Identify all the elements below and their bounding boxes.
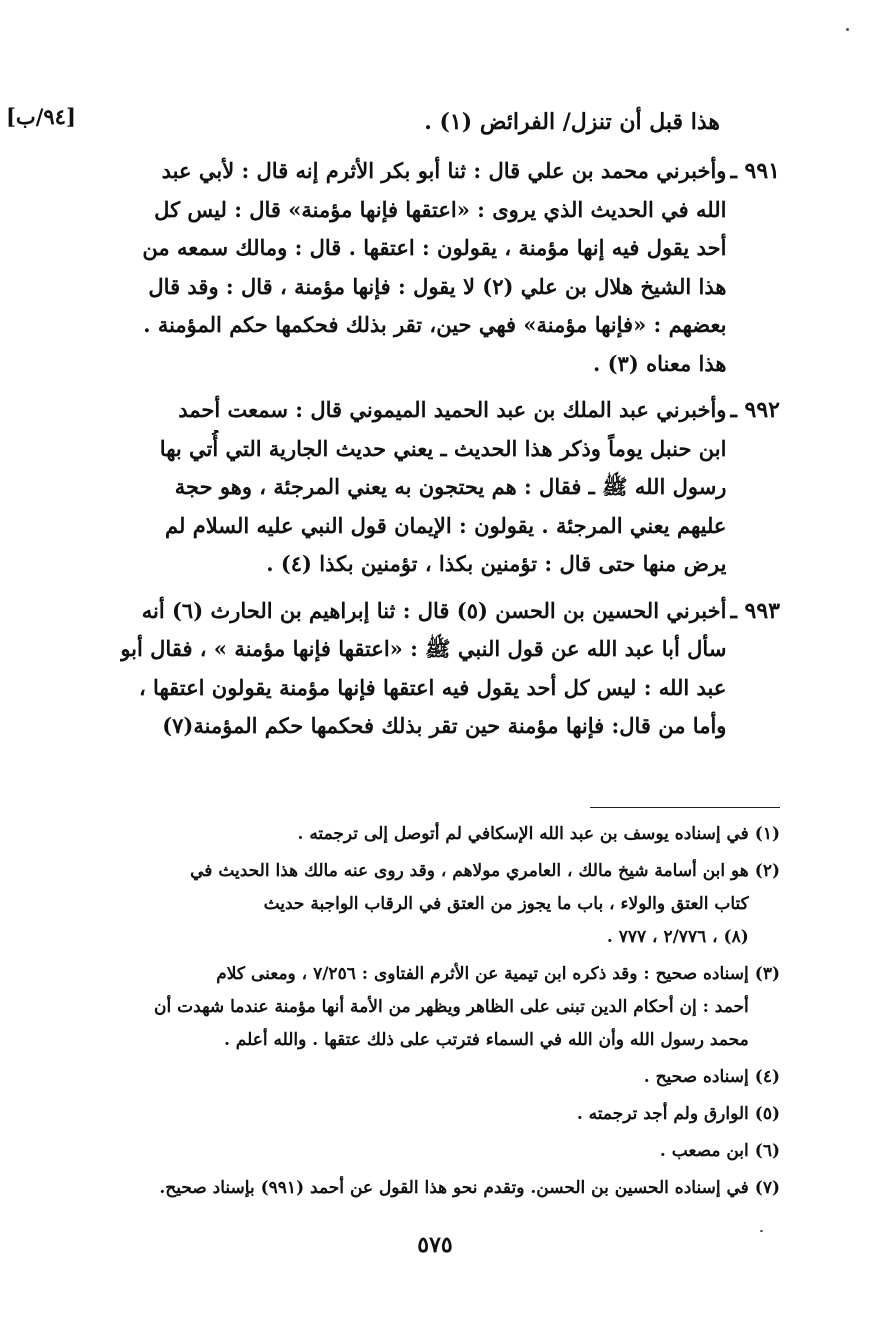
footnote-line: إسناده صحيح : وقد ذكره ابن تيمية عن الأثرم الفتاوى : ٧/٢٥٦ ، ومعنى كلام: [216, 964, 749, 984]
footnote-1: [90, 818, 780, 851]
footnote-line: (٨) ، ٢/٧٧٦ ، ٧٧٧ .: [606, 927, 749, 947]
text-line: الله في الحديث الذي يروى : «اعتقها فإنها مؤمنة» قال : ليس كل: [154, 196, 727, 222]
footnote-line: محمد رسول الله وأن الله في السماء فترتب على ذلك عتقها . والله أعلم .: [223, 1030, 749, 1050]
footnote-7: [90, 1172, 780, 1205]
text-line: وأخبرني محمد بن علي قال : ثنا أبو بكر الأثرم إنه قال : لأبي عبد: [161, 158, 727, 183]
footnote-2: [90, 855, 780, 954]
narration-text: [120, 152, 726, 383]
footnote-marker: (١): [754, 824, 780, 844]
footnote-text: [90, 958, 749, 1057]
footnote-marker: (٣): [754, 964, 780, 984]
footnote-marker: (٧): [754, 1178, 780, 1198]
footnote-divider: [590, 807, 780, 808]
manuscript-folio-marker: [٩٤/ب]: [6, 104, 76, 129]
text-line: أحد يقول فيه إنها مؤمنة ، يقولون : اعتقها . قال : ومالك سمعه من: [142, 235, 727, 260]
footnote-text: [90, 1172, 749, 1205]
footnote-line: الوارق ولم أجد ترجمته .: [576, 1104, 749, 1124]
text-line: هذا معناه (٣) .: [592, 350, 727, 376]
footnote-text: [90, 1061, 749, 1094]
footnote-line: ابن مصعب .: [659, 1141, 749, 1161]
text-line: أخبرني الحسين بن الحسن (٥) قال : ثنا إبراهيم بن الحارث (٦) أنه: [141, 597, 727, 623]
footnote-text: [90, 1135, 749, 1168]
footnote-marker: (٤): [754, 1067, 780, 1087]
footnote-5: [90, 1098, 780, 1131]
footnote-line: في إسناده يوسف بن عبد الله الإسكافي لم أتوصل إلى ترجمته .: [297, 824, 749, 844]
footnote-marker: (٢): [754, 861, 780, 881]
footnote-4: [90, 1061, 780, 1094]
footnote-6: [90, 1135, 780, 1168]
footnote-line: إسناده صحيح .: [643, 1067, 749, 1087]
footnote-text: [90, 855, 749, 954]
narration-992: [120, 391, 780, 584]
text-line: عبد الله : ليس كل أحد يقول فيه اعتقها فإنها مؤمنة يقولون اعتقها ،: [138, 674, 727, 700]
footnote-marker: (٥): [754, 1104, 780, 1124]
footnote-line: هو ابن أسامة شيخ مالك ، العامري مولاهم ، وقد روى عنه مالك هذا الحديث في: [190, 861, 749, 881]
page-number: ٥٧٥: [417, 1232, 453, 1258]
scan-speck: [760, 1230, 763, 1232]
continuation-line: هذا قبل أن تنزل/ الفرائض (١) .: [424, 109, 720, 135]
footnote-line: في إسناده الحسين بن الحسن. وتقدم نحو هذا القول عن أحمد (٩٩١) بإسناد صحيح.: [159, 1178, 749, 1198]
text-line: عليهم يعني المرجئة . يقولون : الإيمان قول النبي عليه السلام لم: [165, 512, 727, 538]
text-line: وأخبرني عبد الملك بن عبد الحميد الميموني قال : سمعت أحمد: [178, 397, 727, 422]
text-line: وأما من قال: فإنها مؤمنة حين تقر بذلك فحكمها حكم المؤمنة(٧): [162, 713, 727, 738]
text-line: سأل أبا عبد الله عن قول النبي ﷺ : «اعتقها فإنها مؤمنة » ، فقال أبو: [120, 636, 727, 661]
footnotes-section: [90, 818, 780, 1209]
narration-text: [120, 391, 726, 584]
footnote-line: أحمد : إن أحكام الدين تبنى على الظاهر ويظهر من الأمة أنها مؤمنة عندما شهدت أن: [154, 997, 749, 1017]
narration-991: [120, 152, 780, 383]
scan-speck: [846, 28, 849, 31]
text-line: يرض منها حتى قال : تؤمنين بكذا ، تؤمنين بكذا (٤) .: [266, 551, 727, 576]
footnote-3: [90, 958, 780, 1057]
narration-993: [120, 592, 780, 746]
text-line: بعضهم : «فإنها مؤمنة» فهي حين، تقر بذلك فحكمها حكم المؤمنة .: [143, 312, 727, 337]
narration-number: ٩٩٢ ـ: [730, 397, 780, 423]
text-line: رسول الله ﷺ ـ فقال : هم يحتجون به يعني المرجئة ، وهو حجة: [174, 474, 727, 499]
narration-text: [120, 592, 726, 746]
narration-number: ٩٩١ ـ: [730, 158, 780, 184]
footnote-line: كتاب العتق والولاء ، باب ما يجوز من العتق في الرقاب الواجبة حديث: [263, 894, 749, 914]
narration-number: ٩٩٣ ـ: [730, 597, 780, 624]
footnote-marker: (٦): [754, 1141, 780, 1161]
text-line: هذا الشيخ هلال بن علي (٢) لا يقول : فإنها مؤمنة ، قال : وقد قال: [148, 273, 727, 299]
narrations-section: [120, 152, 780, 754]
footnote-text: [90, 818, 749, 851]
footnote-text: [90, 1098, 749, 1131]
text-line: ابن حنبل يوماً وذكر هذا الحديث ـ يعني حديث الجارية التي أُتي بها: [159, 435, 727, 461]
